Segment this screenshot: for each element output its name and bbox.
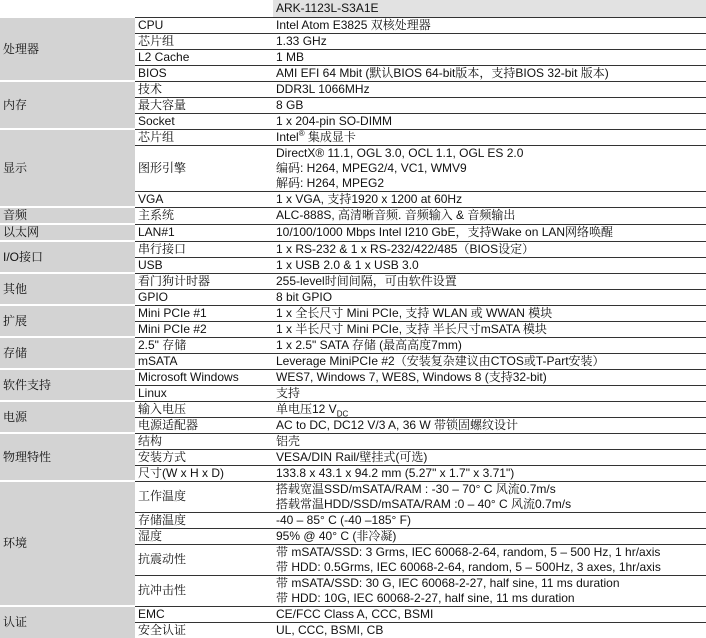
spec-item: 主系统 xyxy=(135,207,273,224)
category-environment: 环境 xyxy=(0,481,135,606)
spec-row xyxy=(0,337,706,353)
spec-row xyxy=(0,273,706,289)
spec-item: GPIO xyxy=(135,289,273,305)
spec-item: Mini PCIe #1 xyxy=(135,305,273,321)
spec-value: 1 x RS-232 & 1 x RS-232/422/485（BIOS设定） xyxy=(273,241,706,257)
spec-row xyxy=(0,81,706,97)
category-storage: 存储 xyxy=(0,337,135,369)
spec-row xyxy=(0,369,706,385)
spec-item: 抗震动性 xyxy=(135,544,273,575)
category-processor: 处理器 xyxy=(0,17,135,81)
category-ethernet: 以太网 xyxy=(0,224,135,241)
spec-value: 单电压12 $V_{DC}$ xyxy=(273,401,706,417)
spec-item: 芯片组 xyxy=(135,129,273,145)
spec-item: VGA xyxy=(135,191,273,207)
spec-value: 带 mSATA/SSD: 3 Grms, IEC 60068-2-64, random, 5 – 500 Hz, 1 hr/axis 带 HDD: 0.5Grms, IEC 60068-2-64, random, 5 – 500Hz, 3 axes, 1hr/axis xyxy=(273,544,706,575)
spec-value: -40 – 85° C (-40 –185° F) xyxy=(273,512,706,528)
category-expansion: 扩展 xyxy=(0,305,135,337)
spec-item: L2 Cache xyxy=(135,49,273,65)
spec-item: 抗冲击性 xyxy=(135,575,273,606)
spec-value: 1 x 半长尺寸 Mini PCIe, 支持 半长尺寸mSATA 模块 xyxy=(273,321,706,337)
spec-value: Intel Atom E3825 双核处理器 xyxy=(273,17,706,33)
spec-value: 带 mSATA/SSD: 30 G, IEC 60068-2-27, half sine, 11 ms duration 带 HDD: 10G, IEC 60068-2-27, half sine, 11 ms duration xyxy=(273,575,706,606)
category-audio: 音频 xyxy=(0,207,135,224)
spec-value: DirectX® 11.1, OGL 3.0, OCL 1.1, OGL ES 2.0 编码: H264, MPEG2/4, VC1, WMV9 解码: H264, MPEG2 xyxy=(273,145,706,191)
spec-item: 存储温度 xyxy=(135,512,273,528)
spec-value: 95% @ 40° C (非冷凝) xyxy=(273,528,706,544)
spec-row xyxy=(0,433,706,449)
spec-row xyxy=(0,606,706,622)
category-certification: 认证 xyxy=(0,606,135,638)
spec-item: 图形引擎 xyxy=(135,145,273,191)
spec-value: 1 x VGA, 支持1920 x 1200 at 60Hz xyxy=(273,191,706,207)
spec-row xyxy=(0,17,706,33)
spec-value: 1 x USB 2.0 & 1 x USB 3.0 xyxy=(273,257,706,273)
spec-item: 输入电压 xyxy=(135,401,273,417)
spec-value: VESA/DIN Rail/壁挂式(可选) xyxy=(273,449,706,465)
spec-value: ALC-888S, 高清晰音频. 音频输入 & 音频输出 xyxy=(273,207,706,224)
spec-value: 1 MB xyxy=(273,49,706,65)
spec-item: Mini PCIe #2 xyxy=(135,321,273,337)
category-other: 其他 xyxy=(0,273,135,305)
spec-value: 255-level时间间隔，可由软件设置 xyxy=(273,273,706,289)
spec-value: WES7, Windows 7, WE8S, Windows 8 (支持32-bit) xyxy=(273,369,706,385)
category-display: 显示 xyxy=(0,129,135,207)
spec-item: 安装方式 xyxy=(135,449,273,465)
category-physical: 物理特性 xyxy=(0,433,135,481)
spec-item: 工作温度 xyxy=(135,481,273,512)
spec-value: 1 x 全长尺寸 Mini PCIe, 支持 WLAN 或 WWAN 模块 xyxy=(273,305,706,321)
model-header-row xyxy=(0,0,706,17)
category-memory: 内存 xyxy=(0,81,135,129)
spec-value: DDR3L 1066MHz xyxy=(273,81,706,97)
spec-item: 结构 xyxy=(135,433,273,449)
spec-item: 安全认证 xyxy=(135,622,273,638)
spec-item: 串行接口 xyxy=(135,241,273,257)
spec-item: mSATA xyxy=(135,353,273,369)
spec-row xyxy=(0,129,706,145)
model-name: ARK-1123L-S3A1E xyxy=(273,0,706,17)
spec-value: Intel® 集成显卡 xyxy=(273,129,706,145)
spec-item: Socket xyxy=(135,113,273,129)
spec-item: Microsoft Windows xyxy=(135,369,273,385)
spec-item: USB xyxy=(135,257,273,273)
spec-value: 10/100/1000 Mbps Intel I210 GbE，支持Wake on LAN网络唤醒 xyxy=(273,224,706,241)
spec-value: 8 GB xyxy=(273,97,706,113)
spec-item: CPU xyxy=(135,17,273,33)
spec-item: 最大容量 xyxy=(135,97,273,113)
spec-item: Linux xyxy=(135,385,273,401)
spec-item: 电源适配器 xyxy=(135,417,273,433)
spec-value: 1 x 204-pin SO-DIMM xyxy=(273,113,706,129)
spec-value: UL, CCC, BSMI, CB xyxy=(273,622,706,638)
spec-item: BIOS xyxy=(135,65,273,81)
spec-item: LAN#1 xyxy=(135,224,273,241)
spec-item: EMC xyxy=(135,606,273,622)
spec-item: 芯片组 xyxy=(135,33,273,49)
spec-row xyxy=(0,305,706,321)
spec-value: AMI EFI 64 Mbit (默认BIOS 64-bit版本，支持BIOS 32-bit 版本) xyxy=(273,65,706,81)
spec-value: AC to DC, DC12 V/3 A, 36 W 带锁固螺纹设计 xyxy=(273,417,706,433)
spec-row xyxy=(0,224,706,241)
spec-item: 看门狗计时器 xyxy=(135,273,273,289)
spec-item: 2.5" 存储 xyxy=(135,337,273,353)
spec-value: 1.33 GHz xyxy=(273,33,706,49)
spec-row xyxy=(0,481,706,512)
category-power: 电源 xyxy=(0,401,135,433)
spec-item: 尺寸(W x H x D) xyxy=(135,465,273,481)
spec-value: 1 x 2.5" SATA 存储 (最高高度7mm) xyxy=(273,337,706,353)
spec-row xyxy=(0,207,706,224)
spec-row xyxy=(0,241,706,257)
spec-row xyxy=(0,401,706,417)
spec-value: Leverage MiniPCIe #2（安装复杂建议由CTOS或T-Part安装） xyxy=(273,353,706,369)
spec-value: CE/FCC Class A, CCC, BSMI xyxy=(273,606,706,622)
spec-value: 133.8 x 43.1 x 94.2 mm (5.27" x 1.7" x 3.71") xyxy=(273,465,706,481)
spec-value: 支持 xyxy=(273,385,706,401)
spec-item: 技术 xyxy=(135,81,273,97)
spec-item: 湿度 xyxy=(135,528,273,544)
category-software: 软件支持 xyxy=(0,369,135,401)
spec-value: 铝壳 xyxy=(273,433,706,449)
spec-value: 搭载宽温SSD/mSATA/RAM : -30 – 70° C 风流0.7m/s 搭载常温HDD/SSD/mSATA/RAM :0 – 40° C 风流0.7m/s xyxy=(273,481,706,512)
spec-value: 8 bit GPIO xyxy=(273,289,706,305)
category-io: I/O接口 xyxy=(0,241,135,273)
